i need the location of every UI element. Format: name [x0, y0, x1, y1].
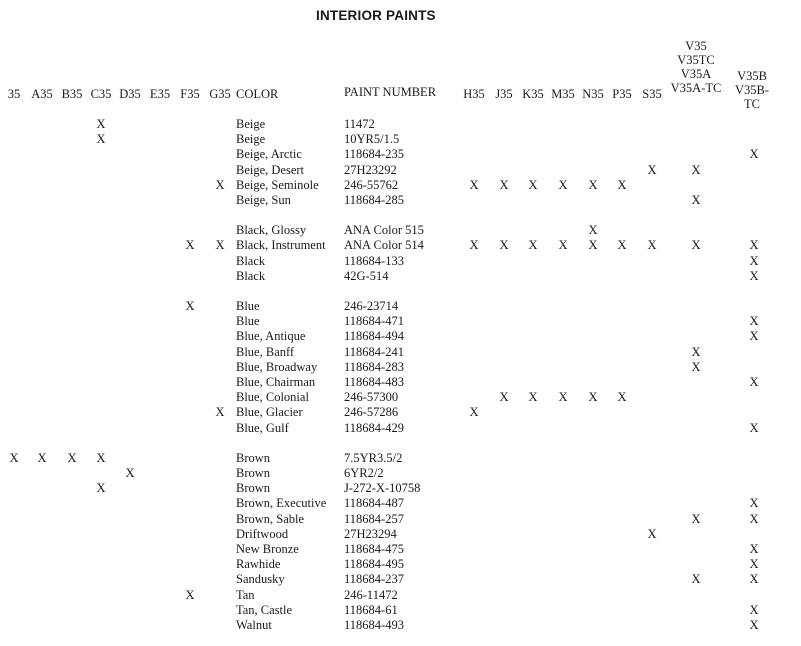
paint-number-cell: 27H23294: [344, 526, 397, 541]
applicability-mark: X: [67, 450, 77, 465]
applicability-mark: X: [749, 314, 759, 329]
applicability-mark: X: [185, 238, 195, 253]
color-cell: Blue, Broadway: [236, 359, 318, 374]
column-header-e35: E35: [149, 87, 171, 101]
applicability-mark: X: [691, 344, 701, 359]
applicability-mark: X: [749, 557, 759, 572]
applicability-mark: X: [691, 162, 701, 177]
paint-number-cell: 246-11472: [344, 587, 398, 602]
applicability-mark: X: [691, 359, 701, 374]
color-cell: Brown: [236, 481, 271, 496]
applicability-mark: X: [588, 223, 598, 238]
applicability-mark: X: [185, 299, 195, 313]
paint-number-cell: 246-55762: [344, 177, 399, 192]
applicability-mark: X: [647, 526, 657, 541]
paint-number-cell: 118684-493: [344, 618, 404, 632]
color-cell: Driftwood: [236, 526, 289, 541]
column-header-f35: F35: [180, 87, 200, 101]
applicability-mark: X: [617, 390, 627, 405]
applicability-mark: X: [749, 602, 759, 617]
paint-number-cell: 118684-494: [344, 329, 404, 344]
color-cell: Brown, Executive: [236, 496, 327, 511]
paint-number-cell: 118684-235: [344, 147, 404, 162]
applicability-mark: X: [558, 177, 568, 192]
color-cell: Sandusky: [236, 572, 285, 587]
column-header-a35: A35: [31, 87, 53, 101]
paint-number-cell: 118684-483: [344, 375, 404, 389]
applicability-mark: X: [558, 238, 568, 253]
paint-number-cell: 118684-475: [344, 542, 404, 556]
applicability-mark: X: [37, 450, 47, 465]
applicability-mark: X: [96, 117, 106, 131]
paint-number-cell: 118684-487: [344, 496, 404, 511]
applicability-mark: X: [558, 390, 568, 405]
paint-number-cell: 10YR5/1.5: [344, 132, 400, 147]
column-header-35: 35: [7, 87, 21, 101]
column-header-p35: P35: [612, 87, 632, 101]
applicability-mark: X: [647, 238, 657, 253]
paint-number-cell: 118684-241: [344, 344, 404, 359]
color-cell: Beige, Sun: [236, 193, 291, 207]
color-cell: Brown: [236, 450, 271, 465]
applicability-mark: X: [749, 147, 759, 162]
column-header-d35: D35: [119, 87, 141, 101]
applicability-mark: X: [749, 511, 759, 526]
applicability-mark: X: [469, 238, 479, 253]
applicability-mark: X: [647, 162, 657, 177]
applicability-mark: X: [617, 238, 627, 253]
paint-number-cell: 118684-237: [344, 572, 404, 587]
applicability-mark: X: [528, 177, 538, 192]
paint-number-cell: 11472: [344, 117, 375, 131]
applicability-mark: X: [499, 390, 509, 405]
paint-number-column-header: PAINT NUMBER: [344, 85, 437, 99]
color-cell: Tan, Castle: [236, 602, 293, 617]
column-header-g35: G35: [209, 87, 231, 101]
color-cell: New Bronze: [236, 542, 299, 556]
applicability-mark: X: [691, 238, 701, 253]
column-header-n35: N35: [582, 87, 604, 101]
color-cell: Beige: [236, 117, 266, 131]
applicability-mark: X: [96, 450, 106, 465]
column-header-j35: J35: [495, 87, 513, 101]
color-cell: Black, Glossy: [236, 223, 307, 238]
color-cell: Brown, Sable: [236, 511, 305, 526]
column-header-k35: K35: [522, 87, 544, 101]
column-header-c35: C35: [90, 87, 112, 101]
color-cell: Beige, Seminole: [236, 177, 319, 192]
color-cell: Black, Instrument: [236, 238, 326, 253]
column-header-b35: B35: [61, 87, 83, 101]
applicability-mark: X: [588, 390, 598, 405]
color-cell: Black: [236, 268, 266, 283]
paint-number-cell: ANA Color 514: [344, 238, 424, 253]
paint-number-cell: 246-57300: [344, 390, 399, 405]
paint-number-cell: J-272-X-10758: [344, 481, 421, 496]
color-cell: Beige: [236, 132, 266, 147]
paint-number-cell: 118684-61: [344, 602, 398, 617]
applicability-mark: X: [588, 238, 598, 253]
applicability-mark: X: [691, 511, 701, 526]
color-cell: Blue, Gulf: [236, 420, 289, 435]
applicability-mark: X: [749, 253, 759, 268]
paint-number-cell: 27H23292: [344, 162, 397, 177]
color-cell: Blue: [236, 314, 260, 329]
column-header-s35: S35: [642, 87, 662, 101]
applicability-mark: X: [749, 496, 759, 511]
color-cell: Brown: [236, 466, 271, 480]
applicability-mark: X: [749, 268, 759, 283]
applicability-mark: X: [185, 587, 195, 602]
applicability-mark: X: [749, 238, 759, 253]
applicability-mark: X: [96, 132, 106, 147]
color-cell: Blue, Glacier: [236, 405, 303, 420]
color-cell: Blue: [236, 299, 260, 313]
applicability-mark: X: [215, 177, 225, 192]
color-column-header: COLOR: [236, 87, 279, 101]
paint-number-cell: 118684-257: [344, 511, 404, 526]
applicability-mark: X: [749, 420, 759, 435]
applicability-mark: X: [749, 572, 759, 587]
applicability-mark: X: [691, 572, 701, 587]
paint-number-cell: 118684-429: [344, 420, 404, 435]
applicability-mark: X: [499, 238, 509, 253]
color-cell: Blue, Chairman: [236, 375, 316, 389]
v35a-column-header: V35 V35TC V35A V35A-TC: [670, 39, 722, 95]
applicability-mark: X: [749, 375, 759, 389]
column-header-h35: H35: [463, 87, 485, 101]
applicability-mark: X: [215, 405, 225, 420]
paint-number-cell: 42G-514: [344, 268, 389, 283]
applicability-mark: X: [749, 329, 759, 344]
paint-number-cell: 246-57286: [344, 405, 399, 420]
paint-number-cell: 118684-285: [344, 193, 404, 207]
applicability-mark: X: [749, 618, 759, 632]
paint-number-cell: 118684-495: [344, 557, 404, 572]
color-cell: Black: [236, 253, 266, 268]
paint-number-cell: 6YR2/2: [344, 466, 384, 480]
applicability-mark: X: [617, 177, 627, 192]
color-cell: Walnut: [236, 618, 272, 632]
paint-number-cell: ANA Color 515: [344, 223, 424, 238]
applicability-mark: X: [499, 177, 509, 192]
applicability-mark: X: [469, 405, 479, 420]
paint-number-cell: 7.5YR3.5/2: [344, 450, 403, 465]
color-cell: Blue, Antique: [236, 329, 306, 344]
paint-number-cell: 118684-283: [344, 359, 404, 374]
column-header-m35: M35: [551, 87, 575, 101]
applicability-mark: X: [749, 542, 759, 556]
page-title: INTERIOR PAINTS: [316, 8, 436, 23]
color-cell: Blue, Banff: [236, 344, 295, 359]
applicability-mark: X: [469, 177, 479, 192]
applicability-mark: X: [125, 466, 135, 480]
applicability-mark: X: [528, 390, 538, 405]
v35b-column-header: V35B V35B-TC: [734, 69, 770, 111]
applicability-mark: X: [96, 481, 106, 496]
applicability-mark: X: [528, 238, 538, 253]
paint-number-cell: 118684-133: [344, 253, 404, 268]
color-cell: Beige, Desert: [236, 162, 305, 177]
applicability-mark: X: [9, 450, 19, 465]
applicability-mark: X: [691, 193, 701, 207]
color-cell: Beige, Arctic: [236, 147, 302, 162]
applicability-mark: X: [588, 177, 598, 192]
paint-number-cell: 246-23714: [344, 299, 399, 313]
paint-number-cell: 118684-471: [344, 314, 404, 329]
applicability-mark: X: [215, 238, 225, 253]
color-cell: Tan: [236, 587, 255, 602]
color-cell: Blue, Colonial: [236, 390, 309, 405]
color-cell: Rawhide: [236, 557, 281, 572]
